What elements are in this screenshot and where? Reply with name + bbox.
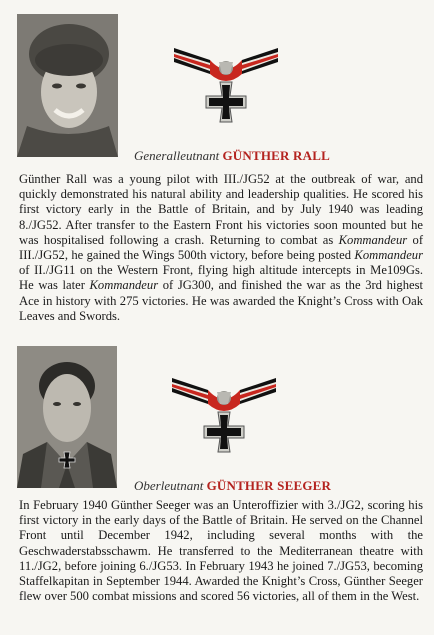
name-seeger: GÜNTHER SEEGER	[206, 478, 332, 493]
caption-seeger	[134, 478, 331, 494]
knights-cross-medal-icon	[168, 362, 280, 454]
name-rall: GÜNTHER RALL	[222, 148, 330, 163]
portrait-seeger	[17, 346, 117, 488]
medal-rall	[170, 30, 282, 126]
portrait-rall	[17, 14, 118, 157]
bio-segment: of III./JG52, he gained the Wings 500th victory, before being posted	[19, 232, 424, 263]
bio-rall	[19, 172, 423, 324]
bio-segment: of II./JG11 on the Western Front, flying high altitude intercepts in Me109Gs. He was later	[19, 263, 423, 293]
bio-segment: of JG300, and finished the war as the 3rd highest Ace in history with 275 victories. He was awarded the Knight’s Cross with Oak Leaves and Swords.	[19, 278, 423, 323]
pilot-portrait-icon	[17, 14, 118, 157]
knights-cross-medal-icon	[170, 30, 282, 126]
rank-seeger: Oberleutnant	[134, 478, 204, 493]
bio-segment: Kommandeur	[354, 248, 423, 263]
bio-segment: In February 1940 Günther Seeger was an Unteroffizier with 3./JG2, scoring his first victory in the early days of the Battle of Britain. He served on the Channel Front until December 1942, including several months with the Geschwaderstabsschawm. He transferred to the Mediterranean theatre with 11./JG2, before joining 6./JG53. In February 1943 he joined 7./JG53, becoming Staffelkapitan in September 1944. Awarded the Knight’s Cross, Günther Seeger flew over 500 combat missions and scored 56 victories, all of them in the West.	[19, 498, 423, 604]
bio-segment: Kommandeur	[338, 232, 408, 247]
bio-segment: Kommandeur	[89, 278, 159, 293]
medal-seeger	[168, 362, 280, 454]
caption-rall	[134, 148, 330, 164]
rank-rall: Generalleutnant	[134, 148, 220, 163]
entry-seeger	[0, 340, 434, 635]
pilot-portrait-icon	[17, 346, 117, 488]
bio-segment: Günther Rall was a young pilot with III./JG52 at the outbreak of war, and quickly demonstrated his natural ability and leadership qualities. He scored his first victory early in the Battle of Britain, and by July 1940 was leading 8./JG52. After transfer to the Eastern Front his victories soon mounted but he was hospitalised following a crash. Returning to combat as	[19, 172, 423, 247]
bio-seeger	[19, 498, 423, 604]
